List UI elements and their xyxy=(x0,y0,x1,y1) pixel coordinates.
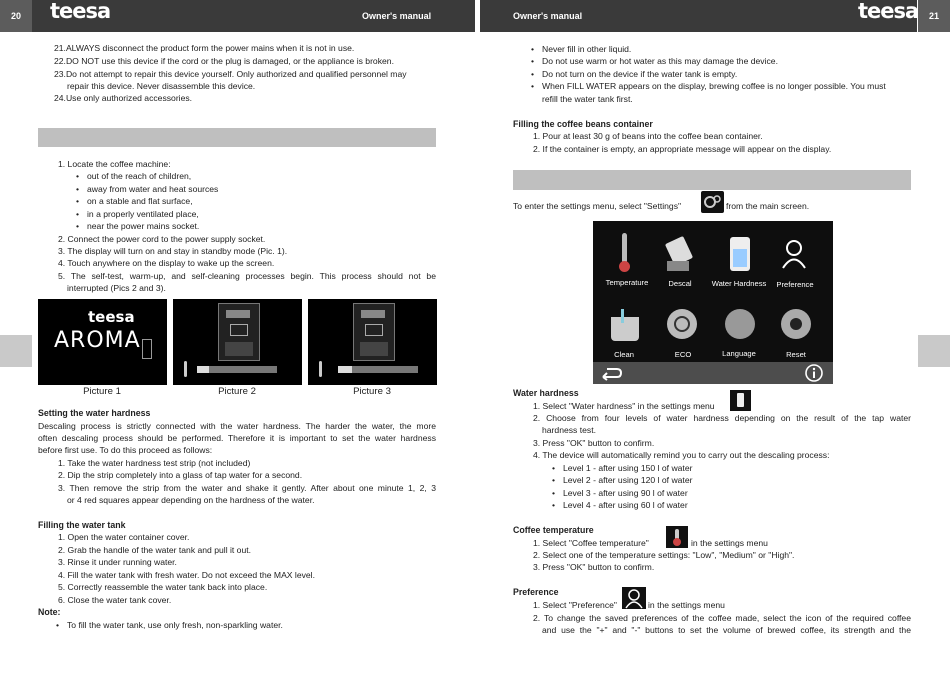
install-step: interrupted (Pics 2 and 3). xyxy=(67,283,166,293)
tile-label-clean[interactable]: Clean xyxy=(614,350,634,359)
settings-intro-text: from the main screen. xyxy=(726,201,810,211)
picture-2-caption: Picture 2 xyxy=(218,386,256,397)
water-tank-step: 3. Rinse it under running water. xyxy=(58,557,177,567)
preference-step: and use the "+" and "-" buttons to set the volume of brewed coffee, its strength and the xyxy=(542,625,911,635)
water-warning-bullet: • Do not use warm or hot water as this may damage the device. xyxy=(542,55,778,67)
water-tank-step: 1. Open the water container cover. xyxy=(58,532,190,542)
info-icon[interactable] xyxy=(805,364,823,382)
safety-item: repair this device. Never disassemble this device. xyxy=(67,81,256,91)
left-brand-logo: teesa xyxy=(50,0,111,23)
reset-gear-icon xyxy=(781,309,811,339)
preference-step: 1. Select "Preference" xyxy=(533,600,617,610)
right-water-hardness-step: 4. The device will automatically remind you to carry out the descaling process: xyxy=(533,450,830,460)
install-step: 3. The display will turn on and stay in standby mode (Pic. 1). xyxy=(58,246,288,256)
water-warning-bullet: • Do not turn on the device if the water tank is empty. xyxy=(542,68,737,80)
hardness-level: • Level 1 - after using 150 l of water xyxy=(563,462,692,474)
locate-bullet: • near the power mains socket. xyxy=(87,220,199,232)
coffee-temperature-step: 1. Select "Coffee temperature" xyxy=(533,538,649,548)
water-tank-step: 4. Fill the water tank with fresh water. Do not exceed the MAX level. xyxy=(58,570,315,580)
warmup-progress-bar xyxy=(197,366,277,373)
right-header-title: Owner's manual xyxy=(513,11,583,21)
right-water-hardness-step: 2. Choose from four levels of water hardness depending on the result of the tap water xyxy=(533,413,911,423)
install-step: 2. Connect the power cord to the power supply socket. xyxy=(58,234,266,244)
install-step: 4. Touch anywhere on the display to wake up the screen. xyxy=(58,258,275,268)
preference-step: in the settings menu xyxy=(648,600,725,610)
water-hardness-step: 3. Then remove the strip from the water and shake it gently. After about one minute 1, 2, 3 xyxy=(58,483,436,493)
beans-heading: Filling the coffee beans container xyxy=(513,119,653,129)
product-badge-icon xyxy=(142,339,152,359)
settings-gear-icon xyxy=(701,191,724,213)
temperature-icon xyxy=(619,233,629,273)
thermometer-icon xyxy=(184,361,187,377)
screen-bottom-bar xyxy=(593,362,833,384)
install-step: 1. Locate the coffee machine: xyxy=(58,159,171,169)
thermometer-small-icon xyxy=(666,526,688,548)
water-tank-heading: Filling the water tank xyxy=(38,520,126,530)
locate-bullet: • on a stable and flat surface, xyxy=(87,195,193,207)
clean-icon xyxy=(611,309,641,343)
coffee-machine-icon xyxy=(218,303,260,361)
left-header-title: Owner's manual xyxy=(362,11,432,21)
descale-icon xyxy=(665,239,695,271)
hardness-level: • Level 2 - after using 120 l of water xyxy=(563,474,692,486)
beans-step: 2. If the container is empty, an appropriate message will appear on the display. xyxy=(533,144,832,154)
tile-label-temperature[interactable]: Temperature xyxy=(605,278,649,287)
note-label: Note: xyxy=(38,607,61,617)
note-bullet: • To fill the water tank, use only fresh, non-sparkling water. xyxy=(67,619,283,631)
picture-3-caption: Picture 3 xyxy=(353,386,391,397)
picture-1-product: AROMA xyxy=(54,328,141,353)
left-page-number: 20 xyxy=(0,0,32,32)
tile-label-language[interactable]: Language xyxy=(722,349,756,358)
safety-item: 24.Use only authorized accessories. xyxy=(54,93,193,103)
eco-icon xyxy=(667,309,697,339)
thermometer-icon xyxy=(319,361,322,377)
right-page-number: 21 xyxy=(918,0,950,32)
tile-label-water-hardness[interactable]: Water Hardness xyxy=(711,279,767,288)
picture-2-warmup-screen xyxy=(173,299,302,385)
hardness-level: • Level 4 - after using 60 l of water xyxy=(563,499,688,511)
safety-item: 23.Do not attempt to repair this device yourself. Only authorized and qualified personnel may xyxy=(54,69,407,79)
coffee-temperature-heading: Coffee temperature xyxy=(513,525,594,535)
water-hardness-intro: Descaling process is strictly connected with the water hardness. The harder the water, the more xyxy=(38,421,436,431)
water-hardness-intro: often descaling process should be performed. Therefore it is important to set the water hardness xyxy=(38,433,436,443)
coffee-temperature-step: 3. Press "OK" button to confirm. xyxy=(533,562,655,572)
tile-label-reset[interactable]: Reset xyxy=(786,350,806,359)
left-side-tab xyxy=(0,335,32,367)
water-tank-step: 6. Close the water tank cover. xyxy=(58,595,172,605)
right-water-hardness-step: hardness test. xyxy=(542,425,596,435)
tile-label-descal[interactable]: Descal xyxy=(668,279,692,288)
preference-heading: Preference xyxy=(513,587,559,597)
locate-bullet: • away from water and heat sources xyxy=(87,183,218,195)
selfclean-progress-bar xyxy=(338,366,418,373)
right-water-hardness-step: 3. Press "OK" button to confirm. xyxy=(533,438,655,448)
water-warning-bullet-cont: refill the water tank first. xyxy=(542,94,633,104)
water-hardness-step: 1. Take the water hardness test strip (not included) xyxy=(58,458,251,468)
water-hardness-step: 2. Dip the strip completely into a glass of tap water for a second. xyxy=(58,470,303,480)
water-warning-bullet: • When FILL WATER appears on the display, brewing coffee is no longer possible. You must xyxy=(542,80,886,92)
language-globe-icon xyxy=(725,309,755,339)
install-step: 5. The self-test, warm-up, and self-cleaning processes begin. This process should not be xyxy=(58,271,436,281)
settings-menu-screen xyxy=(593,221,833,384)
picture-3-selfclean-screen xyxy=(308,299,437,385)
right-water-hardness-step: 1. Select "Water hardness" in the settings menu xyxy=(533,401,715,411)
preference-step: 2. To change the saved preferences of the coffee made, select the icon of the required coffee xyxy=(533,613,911,623)
coffee-temperature-step: in the settings menu xyxy=(691,538,768,548)
water-hardness-small-icon xyxy=(730,390,751,411)
safety-item: 21.ALWAYS disconnect the product form the power mains when it is not in use. xyxy=(54,43,355,53)
right-water-hardness-heading: Water hardness xyxy=(513,388,579,398)
water-hardness-intro: before first use. To do this proceed as follows: xyxy=(38,445,213,455)
water-warning-bullet: • Never fill in other liquid. xyxy=(542,43,631,55)
right-side-tab xyxy=(918,335,950,367)
water-hardness-icon xyxy=(730,237,750,271)
water-hardness-heading: Setting the water hardness xyxy=(38,408,151,418)
tile-label-preference[interactable]: Preference xyxy=(776,280,814,289)
right-brand-logo: teesa xyxy=(858,0,919,23)
installation-section-bar xyxy=(38,128,436,147)
water-tank-step: 5. Correctly reassemble the water tank back into place. xyxy=(58,582,268,592)
coffee-temperature-step: 2. Select one of the temperature settings: "Low", "Medium" or "High". xyxy=(533,550,795,560)
beans-step: 1. Pour at least 30 g of beans into the coffee bean container. xyxy=(533,131,763,141)
locate-bullet: • out of the reach of children, xyxy=(87,170,191,182)
tile-label-eco[interactable]: ECO xyxy=(674,350,692,359)
picture-1-standby-screen xyxy=(38,299,167,385)
settings-intro-text: To enter the settings menu, select "Settings" xyxy=(513,201,682,211)
picture-1-brand: teesa xyxy=(88,308,135,326)
preference-small-icon xyxy=(622,587,646,609)
water-tank-step: 2. Grab the handle of the water tank and pull it out. xyxy=(58,545,252,555)
safety-item: 22.DO NOT use this device if the cord or the plug is damaged, or the appliance is broken. xyxy=(54,56,394,66)
preference-icon xyxy=(781,239,807,269)
hardness-level: • Level 3 - after using 90 l of water xyxy=(563,487,688,499)
locate-bullet: • in a properly ventilated place, xyxy=(87,208,199,220)
picture-1-caption: Picture 1 xyxy=(83,386,121,397)
coffee-machine-icon xyxy=(353,303,395,361)
back-arrow-icon[interactable] xyxy=(599,365,625,381)
water-hardness-step: or 4 red squares appear depending on the hardness of the water. xyxy=(67,495,315,505)
settings-section-bar xyxy=(513,170,911,190)
